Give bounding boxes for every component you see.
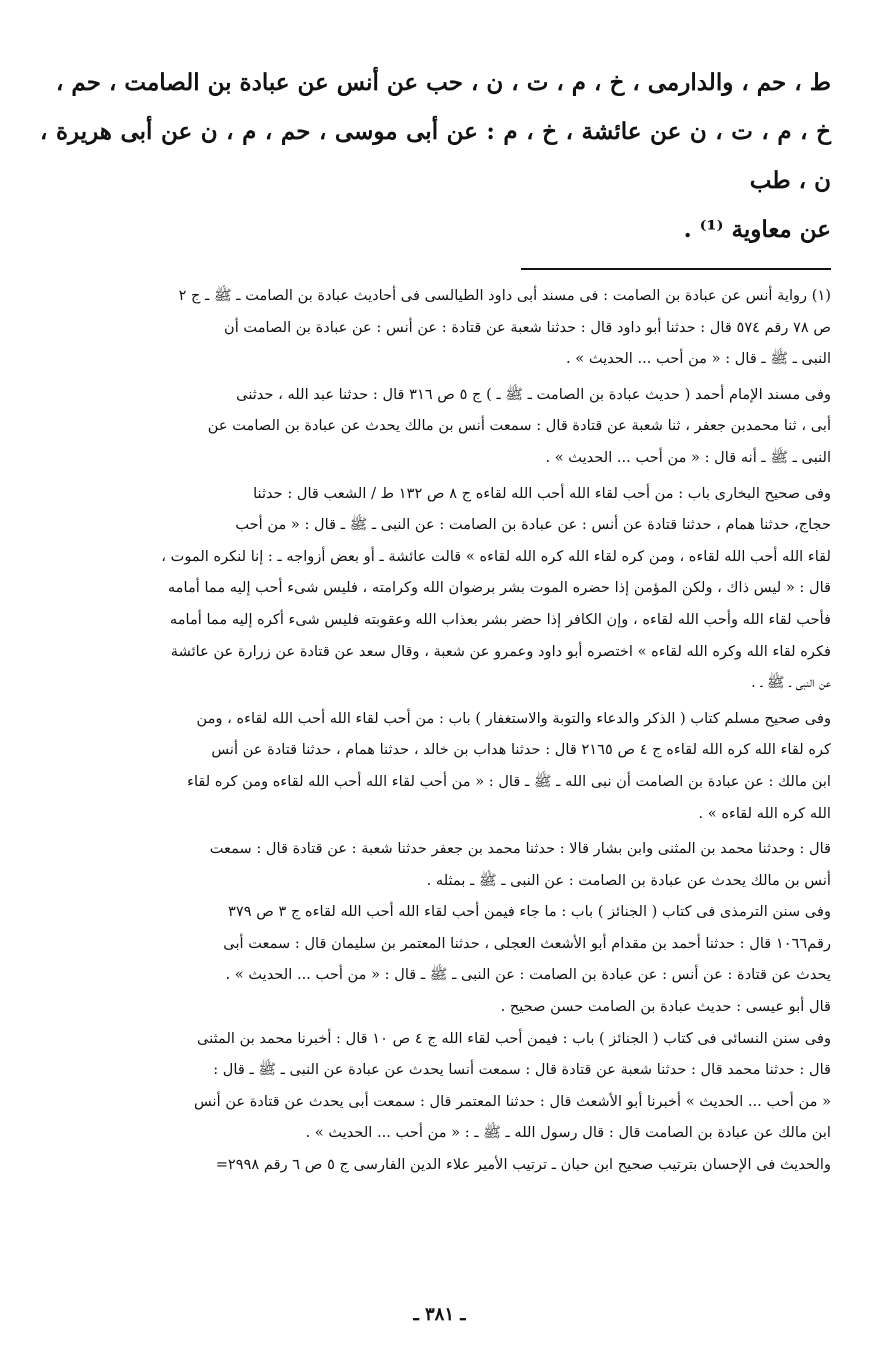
footnote-line: « من أحب ... الحديث » أخبرنا أبو الأشعث قال : حدثنا المعتمر قال : سمعت أبى يحدث عن قتادة عن أنس (193, 1092, 831, 1110)
footnote-line: ابن مالك : عن عبادة بن الصامت أن نبى الله ـ ﷺ ـ قال : « من أحب لقاء الله أحب الله لقاءه ومن كره لقاء (187, 772, 831, 790)
footnote-paragraph (40, 478, 831, 699)
footnote-line: وفى مسند الإمام أحمد ( حديث عبادة بن الصامت ـ ﷺ ـ ) ج ٥ ص ٣١٦ قال : حدثنا عبد الله ، حدثنى (236, 385, 831, 403)
footnotes (40, 280, 831, 1181)
footnote-line: وفى سنن الترمذى فى كتاب ( الجنائز ) باب : ما جاء فيمن أحب لقاء الله أحب الله لقاءه ج ٣ ص ٣٧٩ (228, 903, 831, 921)
footnote-line: قال أبو عيسى : حديث عبادة بن الصامت حسن صحيح . (500, 998, 831, 1016)
footnote-line: قال : وحدثنا محمد بن المثنى وابن بشار قالا : حدثنا محمد بن جعفر حدثنا شعبة : عن قتادة قال : سمعت (209, 840, 831, 858)
main-text (40, 58, 831, 254)
footnote-line: رقم١٠٦٦ قال : حدثنا أحمد بن مقدام أبو الأشعث العجلى ، حدثنا المعتمر بن سليمان قال : سمعت أبى (223, 934, 831, 952)
footnote-line: لقاء الله أحب الله لقاءه ، ومن كره لقاء الله كره الله لقاءه » قالت عائشة ـ أو بعض أزواجه ـ : إنا لنكره الموت ، (161, 547, 831, 565)
footnote-line: أنس بن مالك يحدث عن عبادة بن الصامت : عن النبى ـ ﷺ ـ بمثله . (426, 871, 831, 889)
main-text-line: خ ، م ، ت ، ن عن عائشة ، خ ، م : عن أبى موسى ، حم ، م ، ن عن أبى هريرة ، ن ، طب (40, 118, 831, 194)
footnote-line: قال : حدثنا محمد قال : حدثنا شعبة عن قتادة قال : سمعت أنسا يحدث عن عبادة عن النبى ـ ﷺ ـ قال : (213, 1061, 831, 1079)
footnote-line: قال : « ليس ذاك ، ولكن المؤمن إذا حضره الموت بشر برضوان الله وكرامته ، فليس شىء أحب إليه مما أمامه (167, 579, 831, 597)
footnote-line: فأحب لقاء الله وأحب الله لقاءه ، وإن الكافر إذا حضر بشر بعذاب الله وعقوبته فليس شىء أكره إليه مما أمامه (169, 610, 831, 628)
footnote-line: وفى سنن النسائى فى كتاب ( الجنائز ) باب : فيمن أحب لقاء الله ج ٤ ص ١٠ قال : أخبرنا محمد بن المثنى (197, 1029, 831, 1047)
footnote-line: والحديث فى الإحسان بترتيب صحيح ابن حبان ـ ترتيب الأمير علاء الدين الفارسى ج ٥ ص ٦ رقم ٢٩٩٨= (215, 1156, 831, 1174)
footnote-line: النبى ـ ﷺ ـ أنه قال : « من أحب ... الحديث » . (545, 448, 831, 466)
footnote-line: يحدث عن قتادة : عن أنس : عن عبادة بن الصامت : عن النبى ـ ﷺ ـ قال : « من أحب ... الحديث » . (225, 966, 831, 984)
footnote-paragraph (40, 896, 831, 1022)
main-text-line: عن معاوية ⁽¹⁾ . (683, 216, 831, 243)
footnote-line: كره لقاء الله كره الله لقاءه ج ٤ ص ٢١٦٥ قال : حدثنا هداب بن خالد ، حدثنا همام ، حدثنا قتادة عن أنس (211, 741, 831, 759)
main-text-line: ط ، حم ، والدارمى ، خ ، م ، ت ، ن ، حب عن أنس عن عبادة بن الصامت ، حم ، (55, 69, 831, 96)
footnote-line: حجاج، حدثنا همام ، حدثنا قتادة عن أنس : عن عبادة بن الصامت : عن النبى ـ ﷺ ـ قال : « من أحب (235, 516, 831, 534)
footnote-line: فكره لقاء الله وكره الله لقاءه » اختصره أبو داود وعمرو عن شعبة ، وقال سعد عن قتادة عن زرارة عن عائشة (170, 642, 831, 660)
footnote-line: عن النبى ـ ﷺ ـ . (751, 674, 831, 692)
footnote-paragraph (40, 280, 831, 375)
footnote-paragraph (40, 703, 831, 829)
footnote-paragraph (40, 379, 831, 474)
footnote-line: (١) رواية أنس عن عبادة بن الصامت : فى مسند أبى داود الطيالسى فى أحاديث عبادة بن الصامت ـ ﷺ ـ ج ٢ (178, 287, 831, 304)
footnote-line: أبى ، ثنا محمدبن جعفر ، ثنا شعبة عن قتادة قال : سمعت أنس بن مالك يحدث عن عبادة بن الصامت عن (207, 417, 831, 435)
page-number: ـ ٣٨١ ـ (413, 1304, 466, 1325)
footnote-line: وفى صحيح البخارى باب : من أحب لقاء الله أحب الله لقاءه ج ٨ ص ١٣٢ ط / الشعب قال : حدثنا (253, 484, 831, 502)
footnote-line: النبى ـ ﷺ ـ قال : « من أحب ... الحديث » . (566, 350, 831, 368)
footnote-line: ص ٧٨ رقم ٥٧٤ قال : حدثنا أبو داود قال : حدثنا شعبة عن قتادة : عن أنس : عن عبادة بن الصامت أن (224, 318, 831, 336)
page-body (40, 58, 831, 1356)
footnote-paragraph (40, 1149, 831, 1181)
footnote-paragraph (40, 1023, 831, 1149)
footnote-line: ابن مالك عن عبادة بن الصامت قال : قال رسول الله ـ ﷺ ـ : « من أحب ... الحديث » . (305, 1124, 831, 1142)
footnote-line: وفى صحيح مسلم كتاب ( الذكر والدعاء والتوبة والاستغفار ) باب : من أحب لقاء الله أحب الله لقاءه ، ومن (196, 709, 831, 727)
footnote-line: الله كره الله لقاءه » . (698, 804, 831, 822)
footnote-paragraph (40, 833, 831, 896)
footnote-separator (521, 268, 831, 270)
